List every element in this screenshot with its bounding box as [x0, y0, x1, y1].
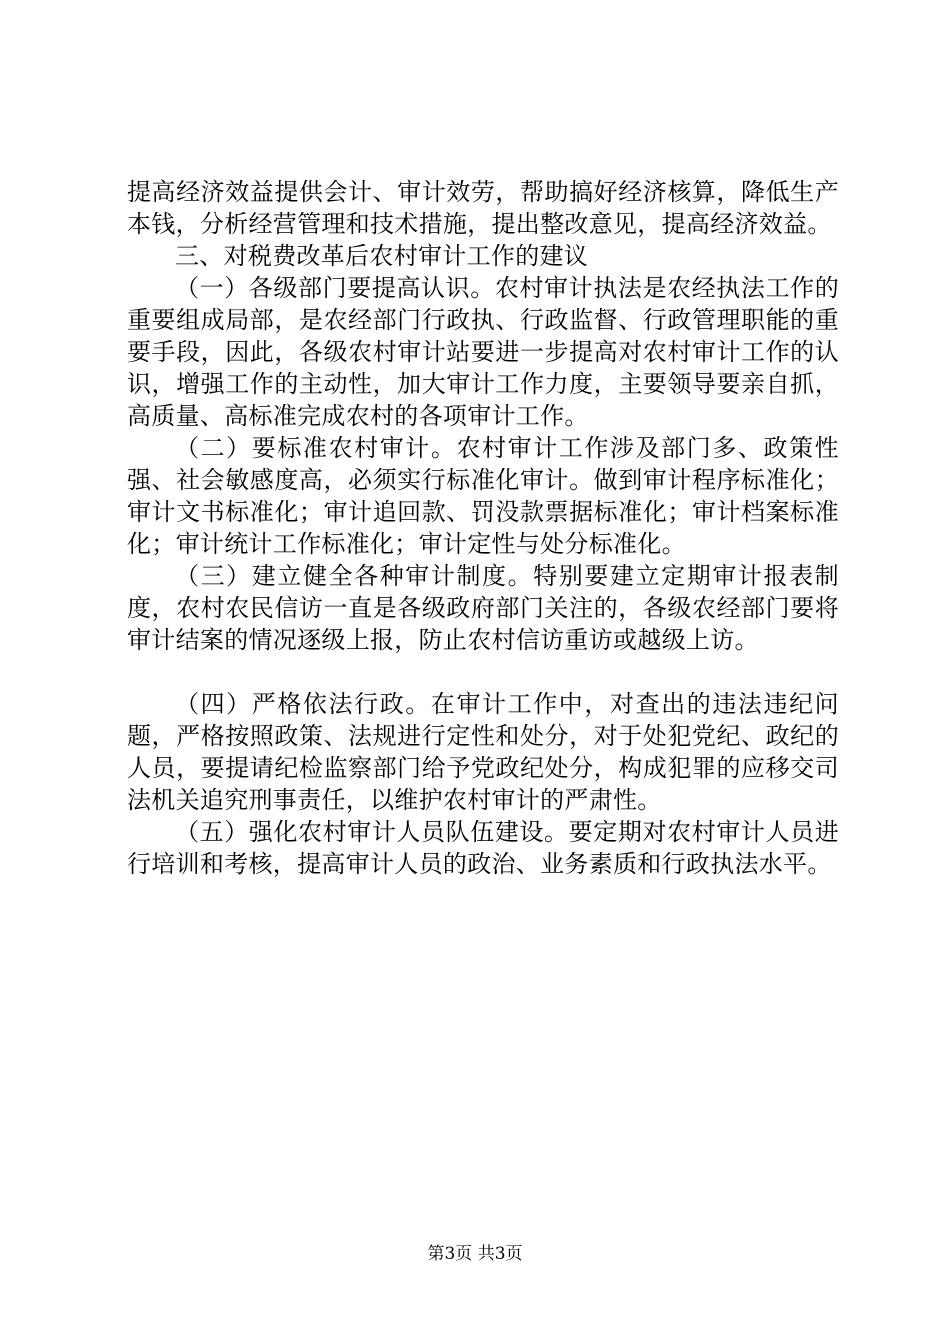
paragraph-spacer	[127, 656, 839, 688]
paragraph-item-3: （三）建立健全各种审计制度。特别要建立定期审计报表制度，农村农民信访一直是各级政府部门关注的，各级农经部门要将审计结案的情况逐级上报，防止农村信访重访或越级上访。	[127, 562, 839, 654]
paragraph-item-2: （二）要标准农村审计。农村审计工作涉及部门多、政策性强、社会敏感度高，必须实行标准化审计。做到审计程序标准化；审计文书标准化；审计追回款、罚没款票据标准化；审计档案标准化；审计统计工作标准化；审计定性与处分标准化。	[127, 434, 839, 558]
section-heading: 三、对税费改革后农村审计工作的建议	[175, 242, 589, 270]
paragraph-item-4: （四）严格依法行政。在审计工作中，对查出的违法违纪问题，严格按照政策、法规进行定性和处分，对于处犯党纪、政纪的人员，要提请纪检监察部门给予党政纪处分，构成犯罪的应移交司法机关追究刑事责任，以维护农村审计的严肃性。	[127, 690, 839, 814]
paragraph-item-5: （五）强化农村审计人员队伍建设。要定期对农村审计人员进行培训和考核，提高审计人员的政治、业务素质和行政执法水平。	[127, 818, 839, 878]
document-body	[127, 176, 839, 880]
paragraph-item-1: （一）各级部门要提高认识。农村审计执法是农经执法工作的重要组成局部，是农经部门行政执、行政监督、行政管理职能的重要手段，因此，各级农村审计站要进一步提高对农村审计工作的认识，增强工作的主动性，加大审计工作力度，主要领导要亲自抓，高质量、高标准完成农村的各项审计工作。	[127, 274, 839, 430]
page-number-footer: 第3页 共3页	[427, 1244, 523, 1264]
paragraph-continuation: 提高经济效益提供会计、审计效劳，帮助搞好经济核算，降低生产本钱，分析经营管理和技术措施，提出整改意见，提高经济效益。	[127, 178, 839, 238]
